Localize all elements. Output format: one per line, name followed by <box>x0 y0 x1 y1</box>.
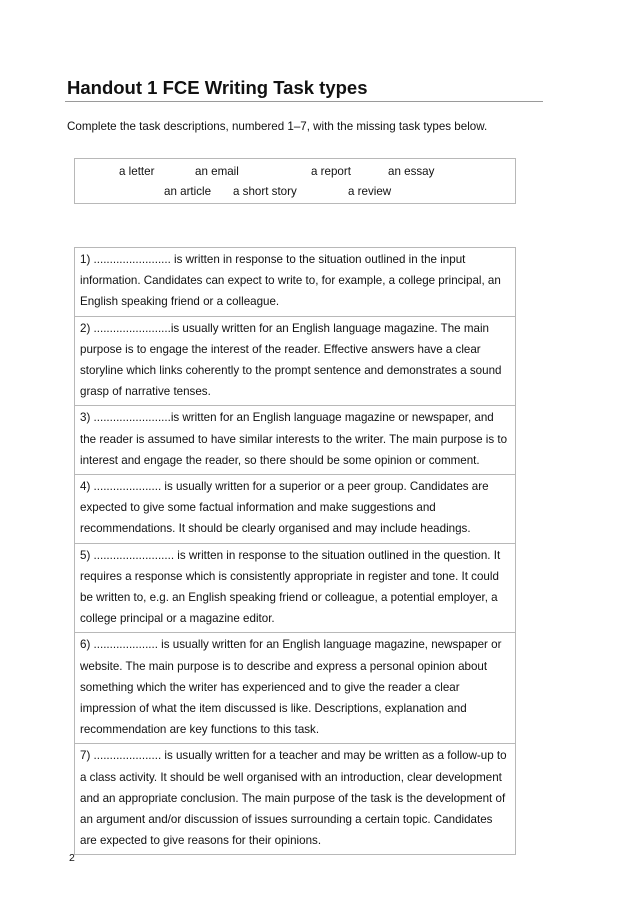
title-divider <box>65 101 543 102</box>
task-description-4: 4) ..................... is usually written for a superior or a peer group. Candidates are expected to give some factual information and make suggestions and recommendations. It should be clearly organised and may include headings. <box>75 474 515 543</box>
task-type-an-email: an email <box>195 165 239 178</box>
task-description-3: 3) ........................is written for an English language magazine or newspaper, and the reader is assumed to have similar interests to the writer. The main purpose is to interest and engage the reader, so there should be some opinion or comment. <box>75 405 515 474</box>
task-type-an-essay: an essay <box>388 165 435 178</box>
task-description-7: 7) ..................... is usually written for a teacher and may be written as a follow-up to a class activity. It should be well organised with an introduction, clear development and an appropriate conclusion. The main purpose of the task is the development of an argument and/or discussion of issues surrounding a certain topic. Candidates are expected to give reasons for their opinions. <box>75 743 515 854</box>
task-type-an-article: an article <box>164 185 212 198</box>
task-descriptions-table <box>74 247 516 855</box>
task-types-box <box>74 158 516 204</box>
task-type-a-letter: a letter <box>119 165 155 178</box>
task-description-6: 6) .................... is usually written for an English language magazine, newspaper or website. The main purpose is to describe and express a personal opinion about something which the writer has experienced and to give the reader a clear impression of what the item discussed is like. Descriptions, explanation and recommendation are key functions to this task. <box>75 632 515 743</box>
task-description-2: 2) ........................is usually written for an English language magazine. The main purpose is to engage the interest of the reader. Effective answers have a clear storyline which links coherently to the prompt sentence and demonstrates a sound grasp of narrative tenses. <box>75 316 515 406</box>
task-description-5: 5) ......................... is written in response to the situation outlined in the question. It requires a response which is consistently appropriate in register and tone. It could be written to, e.g. an English speaking friend or colleague, a potential employer, a college principal or a magazine editor. <box>75 543 515 633</box>
task-description-1: 1) ........................ is written in response to the situation outlined in the input information. Candidates can expect to write to, for example, a college principal, an English speaking friend or a colleague. <box>80 253 501 309</box>
task-type-a-short-story: a short story <box>233 185 297 198</box>
page-number: 2 <box>69 852 75 864</box>
instructions-text: Complete the task descriptions, numbered 1–7, with the missing task types below. <box>67 120 488 133</box>
task-type-a-report: a report <box>311 165 351 178</box>
task-type-a-review: a review <box>348 185 392 198</box>
page-title: Handout 1 FCE Writing Task types <box>67 77 368 98</box>
